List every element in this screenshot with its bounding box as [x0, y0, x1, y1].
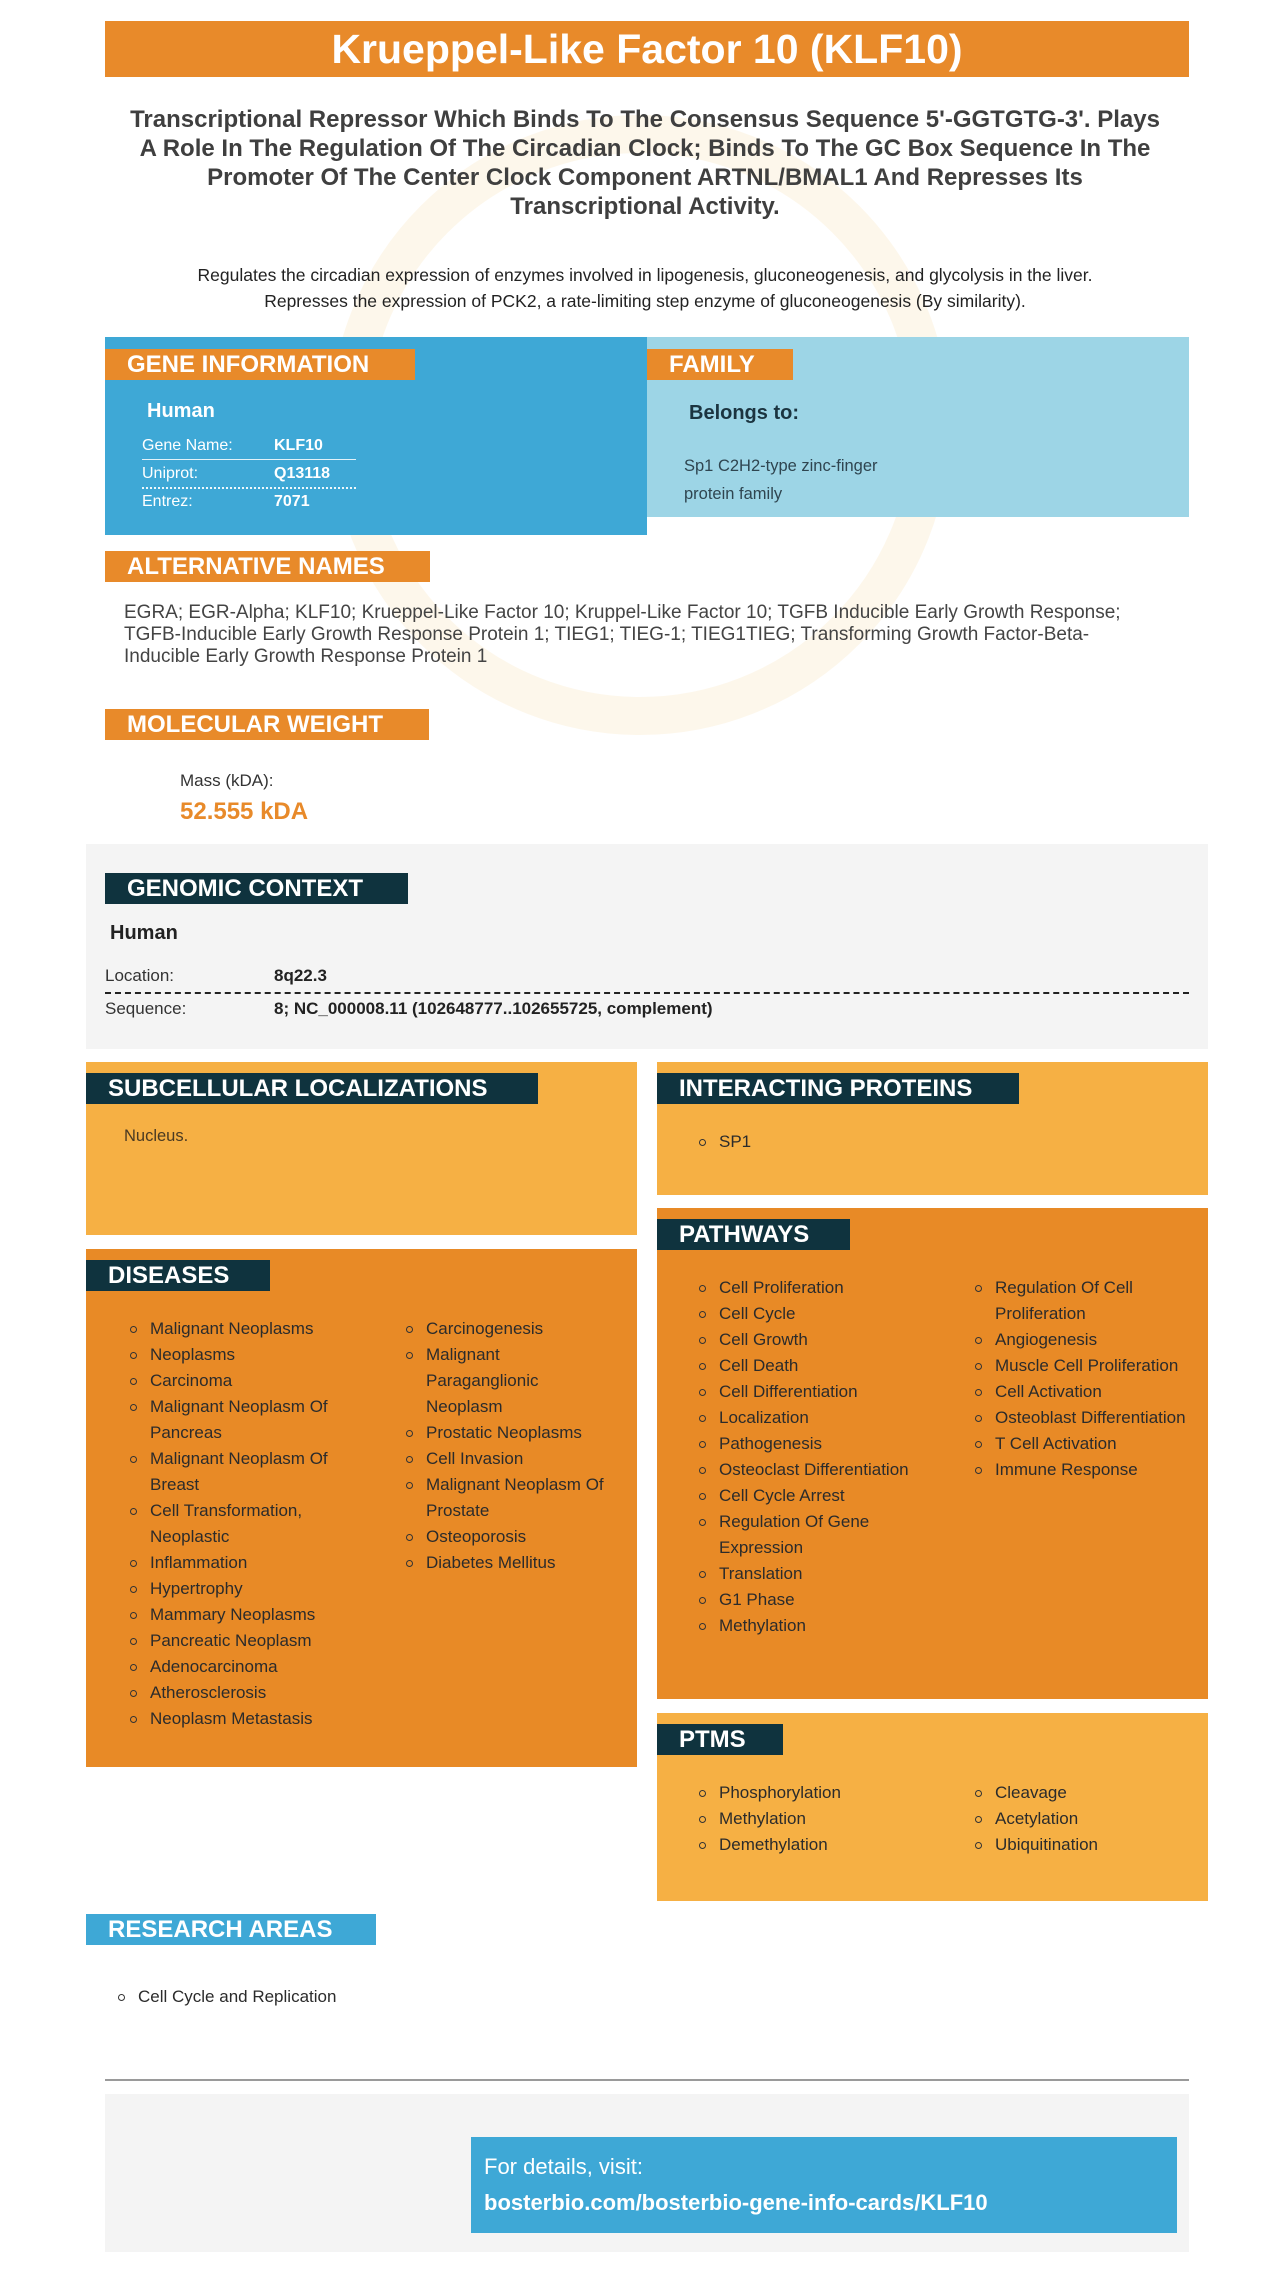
list-item: Cell Proliferation	[699, 1275, 934, 1301]
list-item: Translation	[699, 1561, 934, 1587]
location-row	[105, 961, 1189, 994]
entrez-label: Entrez:	[142, 493, 193, 510]
list-item: Methylation	[699, 1613, 934, 1639]
pathways-panel	[657, 1208, 1208, 1699]
list-item: Pathogenesis	[699, 1431, 934, 1457]
list-item: Pancreatic Neoplasm	[130, 1628, 356, 1654]
genomic-context-heading: GENOMIC CONTEXT	[105, 873, 408, 904]
description-line: Represses the expression of PCK2, a rate-limiting step enzyme of gluconeogenesis (By similarity).	[264, 291, 1026, 311]
subcellular-heading: SUBCELLULAR LOCALIZATIONS	[86, 1073, 538, 1104]
list-item: Hypertrophy	[130, 1576, 356, 1602]
list-item: Ubiquitination	[975, 1832, 1197, 1858]
list-item: Cell Cycle Arrest	[699, 1483, 934, 1509]
list-item: Carcinogenesis	[406, 1316, 616, 1342]
uniprot-label: Uniprot:	[142, 465, 199, 482]
diseases-heading: DISEASES	[86, 1260, 270, 1291]
list-item: Cleavage	[975, 1780, 1197, 1806]
family-name-line: Sp1 C2H2-type zinc-finger	[684, 457, 878, 475]
belongs-to-label: Belongs to:	[689, 402, 799, 424]
sequence-value: 8; NC_000008.11 (102648777..102655725, complement)	[274, 999, 713, 1018]
list-item: SP1	[699, 1129, 751, 1155]
alternative-names-text: EGRA; EGR-Alpha; KLF10; Krueppel-Like Factor 10; Kruppel-Like Factor 10; TGFB Inducible Early Growth Response; TGFB-Inducible Early Growth Response Protein 1; TIEG1; TIEG-1; TIEG1TIEG; Transforming Growth Factor-Beta-Inducible Early Growth Response Protein 1	[124, 602, 1121, 667]
family-heading: FAMILY	[647, 349, 793, 380]
list-item: Acetylation	[975, 1806, 1197, 1832]
list-item: Cell Death	[699, 1353, 934, 1379]
list-item: Osteoporosis	[406, 1524, 616, 1550]
molecular-weight-heading: MOLECULAR WEIGHT	[105, 709, 429, 740]
gene-information-panel	[105, 337, 647, 535]
function-description	[150, 262, 1140, 314]
list-item: Angiogenesis	[975, 1327, 1197, 1353]
interacting-proteins-panel	[657, 1062, 1208, 1195]
ptms-list-col2	[975, 1780, 1197, 1858]
page-title: Krueppel-Like Factor 10 (KLF10)	[105, 21, 1189, 77]
list-item: Cell Cycle and Replication	[118, 1984, 336, 2010]
gene-name-row	[142, 433, 356, 460]
family-panel	[647, 337, 1189, 517]
list-item: Neoplasms	[130, 1342, 356, 1368]
list-item: Neoplasm Metastasis	[130, 1706, 356, 1732]
pathways-heading: PATHWAYS	[657, 1219, 850, 1250]
genomic-context-panel	[86, 844, 1208, 1049]
diseases-panel	[86, 1249, 637, 1767]
sequence-label: Sequence:	[105, 999, 187, 1018]
list-item: Diabetes Mellitus	[406, 1550, 616, 1576]
details-url-link[interactable]: bosterbio.com/bosterbio-gene-info-cards/KLF10	[484, 2190, 988, 2215]
list-item: Cell Growth	[699, 1327, 934, 1353]
uniprot-value: Q13118	[274, 465, 331, 482]
diseases-list-col1	[130, 1316, 356, 1732]
list-item: Immune Response	[975, 1457, 1197, 1483]
genomic-species: Human	[110, 922, 178, 944]
mass-label: Mass (kDA):	[180, 771, 274, 790]
details-prompt: For details, visit:	[484, 2154, 643, 2179]
location-value: 8q22.3	[274, 966, 327, 985]
list-item: G1 Phase	[699, 1587, 934, 1613]
list-item: Atherosclerosis	[130, 1680, 356, 1706]
subcellular-panel	[86, 1062, 637, 1235]
alternative-names-heading: ALTERNATIVE NAMES	[105, 551, 430, 582]
description-line: Regulates the circadian expression of enzymes involved in lipogenesis, gluconeogenesis, and glycolysis in the liver.	[197, 265, 1093, 285]
subcellular-text: Nucleus.	[124, 1127, 189, 1145]
mass-value: 52.555 kDA	[180, 798, 309, 825]
research-areas-heading: RESEARCH AREAS	[86, 1914, 376, 1945]
ptms-panel	[657, 1713, 1208, 1901]
location-label: Location:	[105, 966, 174, 985]
list-item: Inflammation	[130, 1550, 356, 1576]
list-item: Mammary Neoplasms	[130, 1602, 356, 1628]
list-item: Muscle Cell Proliferation	[975, 1353, 1197, 1379]
research-areas-list	[118, 1984, 336, 2010]
list-item: Methylation	[699, 1806, 934, 1832]
list-item: Cell Cycle	[699, 1301, 934, 1327]
details-link-box[interactable]	[471, 2137, 1177, 2233]
ptms-list-col1	[699, 1780, 934, 1858]
interacting-proteins-list	[699, 1129, 751, 1155]
family-name-line: protein family	[684, 485, 783, 503]
uniprot-row	[142, 461, 356, 489]
diseases-list-col2	[406, 1316, 616, 1576]
list-item: Osteoblast Differentiation	[975, 1405, 1197, 1431]
list-item: T Cell Activation	[975, 1431, 1197, 1457]
gene-information-heading: GENE INFORMATION	[105, 349, 415, 380]
list-item: Osteoclast Differentiation	[699, 1457, 934, 1483]
ptms-heading: PTMS	[657, 1724, 783, 1755]
pathways-list-col1	[699, 1275, 934, 1639]
function-summary: Transcriptional Repressor Which Binds To The Consensus Sequence 5'-GGTGTG-3'. Plays A Role In The Regulation Of The Circadian Clock; Binds To The GC Box Sequence In The Promoter Of The Center Clock Component ARTNL/BMAL1 And Represses Its Transcriptional Activity.	[130, 106, 1160, 220]
list-item: Cell Transformation, Neoplastic	[130, 1498, 356, 1550]
list-item: Cell Invasion	[406, 1446, 616, 1472]
sequence-row	[105, 996, 1189, 1024]
entrez-value: 7071	[274, 493, 310, 510]
list-item: Malignant Neoplasms	[130, 1316, 356, 1342]
list-item: Malignant Neoplasm Of Pancreas	[130, 1394, 356, 1446]
gene-name-label: Gene Name:	[142, 437, 233, 454]
list-item: Regulation Of Cell Proliferation	[975, 1275, 1197, 1327]
interacting-proteins-heading: INTERACTING PROTEINS	[657, 1073, 1019, 1104]
list-item: Carcinoma	[130, 1368, 356, 1394]
list-item: Demethylation	[699, 1832, 934, 1858]
list-item: Cell Differentiation	[699, 1379, 934, 1405]
entrez-row	[142, 489, 356, 515]
list-item: Phosphorylation	[699, 1780, 934, 1806]
gene-name-value: KLF10	[274, 437, 323, 454]
list-item: Prostatic Neoplasms	[406, 1420, 616, 1446]
list-item: Adenocarcinoma	[130, 1654, 356, 1680]
family-name	[684, 452, 878, 508]
list-item: Malignant Paraganglionic Neoplasm	[406, 1342, 616, 1420]
gene-species: Human	[147, 400, 215, 422]
footer-divider	[105, 2079, 1189, 2081]
list-item: Regulation Of Gene Expression	[699, 1509, 934, 1561]
list-item: Localization	[699, 1405, 934, 1431]
list-item: Malignant Neoplasm Of Prostate	[406, 1472, 616, 1524]
pathways-list-col2	[975, 1275, 1197, 1483]
list-item: Malignant Neoplasm Of Breast	[130, 1446, 356, 1498]
list-item: Cell Activation	[975, 1379, 1197, 1405]
